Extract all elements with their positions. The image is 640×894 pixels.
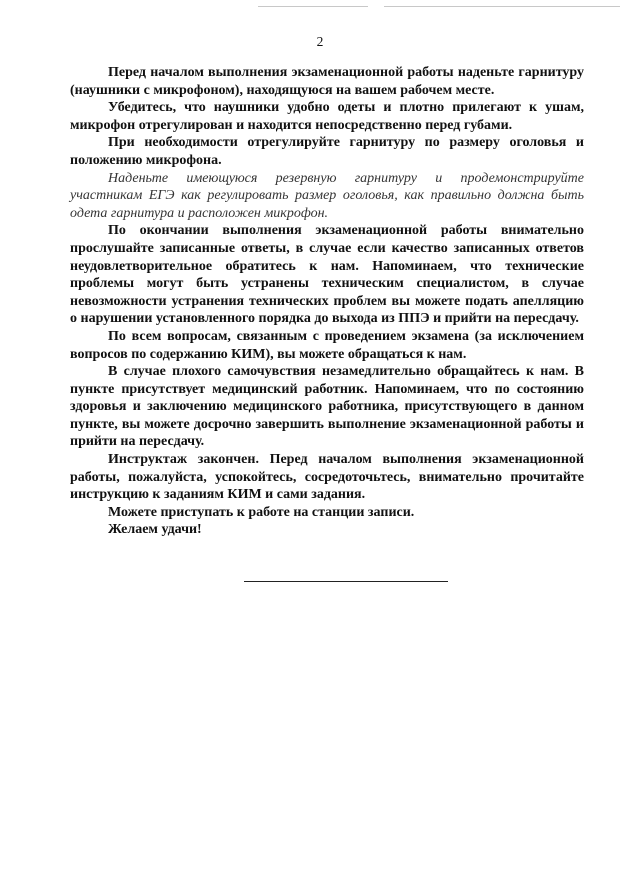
paragraph-headset: Перед началом выполнения экзаменационной работы наденьте гарнитуру (наушники с микрофоном), находящуюся на вашем рабочем месте. bbox=[70, 65, 584, 98]
scan-artifact-line bbox=[384, 6, 620, 7]
closing-divider bbox=[244, 581, 448, 582]
paragraph-check-headphones: Убедитесь, что наушники удобно одеты и плотно прилегают к ушам, микрофон отрегулирован и находится непосредственно перед губами. bbox=[70, 100, 584, 133]
instruction-text bbox=[70, 64, 584, 539]
page-number: 2 bbox=[316, 34, 324, 49]
paragraph-good-luck: Желаем удачи! bbox=[108, 522, 202, 538]
paragraph-start-work: Можете приступать к работе на станции записи. bbox=[108, 504, 415, 520]
scan-artifact-line bbox=[258, 6, 368, 7]
paragraph-adjust-headset: При необходимости отрегулируйте гарнитуру по размеру оголовья и положению микрофона. bbox=[70, 135, 584, 168]
paragraph-review-answers: По окончании выполнения экзаменационной работы внимательно прослушайте записанные ответы, в случае если качество записанных ответов неудовлетворительное обратитесь к нам. Напоминаем, что технические проблемы могут быть устранены техническим специалистом, в случае невозможности устранения технических проблем вы можете подать апелляцию о нарушении установленного порядка до выхода из ППЭ и прийти на пересдачу. bbox=[70, 223, 584, 327]
paragraph-briefing-finished: Инструктаж закончен. Перед началом выполнения экзаменационной работы, пожалуйста, успокойтесь, сосредоточьтесь, внимательно прочитайте инструкцию к заданиям КИМ и сами задания. bbox=[70, 452, 584, 503]
paragraph-questions: По всем вопросам, связанным с проведением экзамена (за исключением вопросов по содержанию КИМ), вы можете обращаться к нам. bbox=[70, 328, 584, 362]
paragraph-demonstration-note: Наденьте имеющуюся резервную гарнитуру и продемонстрируйте участникам ЕГЭ как регулировать размер оголовья, как правильно должна быть одета гарнитура и расположен микрофон. bbox=[70, 170, 584, 221]
paragraph-health: В случае плохого самочувствия незамедлительно обращайтесь к нам. В пункте присутствует медицинский работник. Напоминаем, что по состоянию здоровья и заключению медицинского работника, присутствующего в данном пункте, вы можете досрочно завершить выполнение экзаменационной работы и прийти на пересдачу. bbox=[70, 364, 584, 450]
